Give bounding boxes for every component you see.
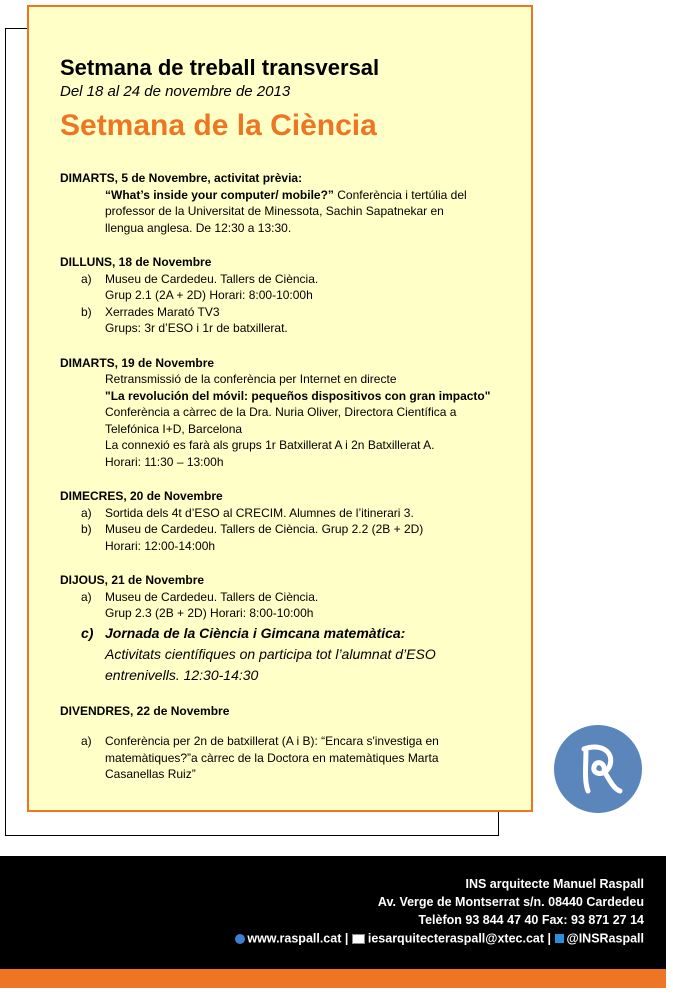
list-item bbox=[60, 733, 500, 750]
day-text-line: professor de la Universitat de Minessota, Sachin Sapatnekar en bbox=[105, 204, 444, 218]
email-link[interactable]: iesarquitecteraspall@xtec.cat bbox=[367, 931, 545, 946]
day-heading: DIMARTS, 5 de Novembre, activitat prèvia: bbox=[60, 171, 303, 185]
item-text: Museu de Cardedeu. Tallers de Ciència. bbox=[105, 271, 319, 286]
item-text-cont: Grup 2.3 (2B + 2D) Horari: 8:00-10:00h bbox=[105, 606, 314, 620]
footer-contact bbox=[235, 875, 644, 948]
day-heading: DIJOUS, 21 de Novembre bbox=[60, 573, 205, 587]
footer-accent-bar bbox=[0, 969, 666, 988]
contact-row bbox=[235, 929, 644, 948]
mail-icon bbox=[352, 934, 365, 944]
day-text-line: llengua anglesa. De 12:30 a 13:30. bbox=[105, 220, 292, 235]
item-text: Xerrades Marató TV3 bbox=[105, 304, 220, 319]
item-label: a) bbox=[81, 734, 92, 748]
website-link[interactable]: www.raspall.cat bbox=[247, 931, 342, 946]
item-text-cont: Activitats científiques on participa tot l’alumnat d’ESO bbox=[105, 645, 436, 662]
item-text-cont: Horari: 12:00-14:00h bbox=[105, 538, 216, 553]
day-block-fri-22 bbox=[60, 703, 500, 783]
day-text-line: Horari: 11:30 – 13:00h bbox=[105, 454, 224, 469]
item-text-cont: Grup 2.1 (2A + 2D) Horari: 8:00-10:00h bbox=[105, 288, 313, 302]
day-block-tue-5 bbox=[60, 170, 500, 236]
day-block-wed-20 bbox=[60, 488, 500, 554]
item-label: b) bbox=[81, 522, 92, 536]
day-block-tue-19 bbox=[60, 355, 500, 471]
list-item bbox=[60, 521, 500, 538]
day-block-thu-21 bbox=[60, 572, 500, 685]
separator: | bbox=[547, 931, 552, 946]
day-heading: DILLUNS, 18 de Novembre bbox=[60, 255, 212, 269]
twitter-icon bbox=[555, 934, 564, 943]
list-item bbox=[60, 589, 500, 606]
school-address: Av. Verge de Montserrat s/n. 08440 Cardedeu bbox=[377, 895, 644, 909]
school-logo-icon bbox=[554, 725, 642, 813]
day-text-line: La connexió es farà als grups 1r Batxillerat A i 2n Batxillerat A. bbox=[105, 438, 435, 452]
day-text-line: Telefónica I+D, Barcelona bbox=[105, 421, 243, 436]
day-heading: DIVENDRES, 22 de Novembre bbox=[60, 703, 230, 718]
day-text bbox=[60, 187, 500, 204]
item-text: Museu de Cardedeu. Tallers de Ciència. bbox=[105, 589, 319, 604]
twitter-link[interactable]: @INSRaspall bbox=[566, 931, 644, 946]
item-label: a) bbox=[81, 271, 92, 286]
day-heading: DIMECRES, 20 de Novembre bbox=[60, 489, 223, 503]
item-text: Jornada de la Ciència i Gimcana matemàtica: bbox=[105, 624, 406, 641]
item-text: Conferència per 2n de batxillerat (A i B): “Encara s'investiga en bbox=[105, 734, 439, 748]
globe-icon bbox=[235, 934, 245, 944]
list-item bbox=[60, 505, 500, 522]
day-text-part: Conferència i tertúlia del bbox=[333, 187, 467, 202]
day-text-line: Conferència a càrrec de la Dra. Nuria Oliver, Directora Científica a bbox=[105, 405, 457, 419]
item-label: c) bbox=[81, 624, 94, 641]
event-title: Setmana de la Ciència bbox=[60, 109, 377, 142]
day-block-mon-18 bbox=[60, 254, 500, 337]
item-text: Museu de Cardedeu. Tallers de Ciència. Grup 2.2 (2B + 2D) bbox=[105, 522, 424, 536]
school-phone: Telèfon 93 844 47 40 Fax: 93 871 27 14 bbox=[418, 913, 644, 927]
page-title: Setmana de treball transversal bbox=[60, 55, 380, 80]
item-text: Sortida dels 4t d’ESO al CRECIM. Alumnes de l’itinerari 3. bbox=[105, 505, 414, 520]
date-range: Del 18 al 24 de novembre de 2013 bbox=[60, 83, 291, 100]
item-label: a) bbox=[81, 589, 92, 604]
separator: | bbox=[344, 931, 349, 946]
item-text-cont: matemàtiques?”a càrrec de la Doctora en matemàtiques Marta bbox=[105, 750, 439, 765]
list-item bbox=[60, 271, 500, 288]
day-heading: DIMARTS, 19 de Novembre bbox=[60, 355, 215, 370]
item-text-cont: Casanellas Ruiz” bbox=[105, 767, 196, 781]
item-label: b) bbox=[81, 304, 92, 319]
schedule bbox=[60, 170, 500, 783]
talk-title: "La revolución del móvil: pequeños dispositivos con gran impacto" bbox=[105, 388, 491, 403]
footer bbox=[0, 856, 666, 969]
list-item bbox=[60, 304, 500, 321]
list-item-highlight bbox=[60, 624, 500, 643]
flyer-content bbox=[60, 55, 500, 783]
item-text-cont: Grups: 3r d’ESO i 1r de batxillerat. bbox=[105, 321, 288, 335]
item-text-cont: entrenivells. 12:30-14:30 bbox=[105, 666, 259, 683]
day-text-line: Retransmissió de la conferència per Internet en directe bbox=[105, 372, 397, 386]
talk-title: “What’s inside your computer/ mobile?” bbox=[105, 187, 334, 202]
item-label: a) bbox=[81, 505, 92, 520]
school-name: INS arquitecte Manuel Raspall bbox=[465, 877, 644, 891]
